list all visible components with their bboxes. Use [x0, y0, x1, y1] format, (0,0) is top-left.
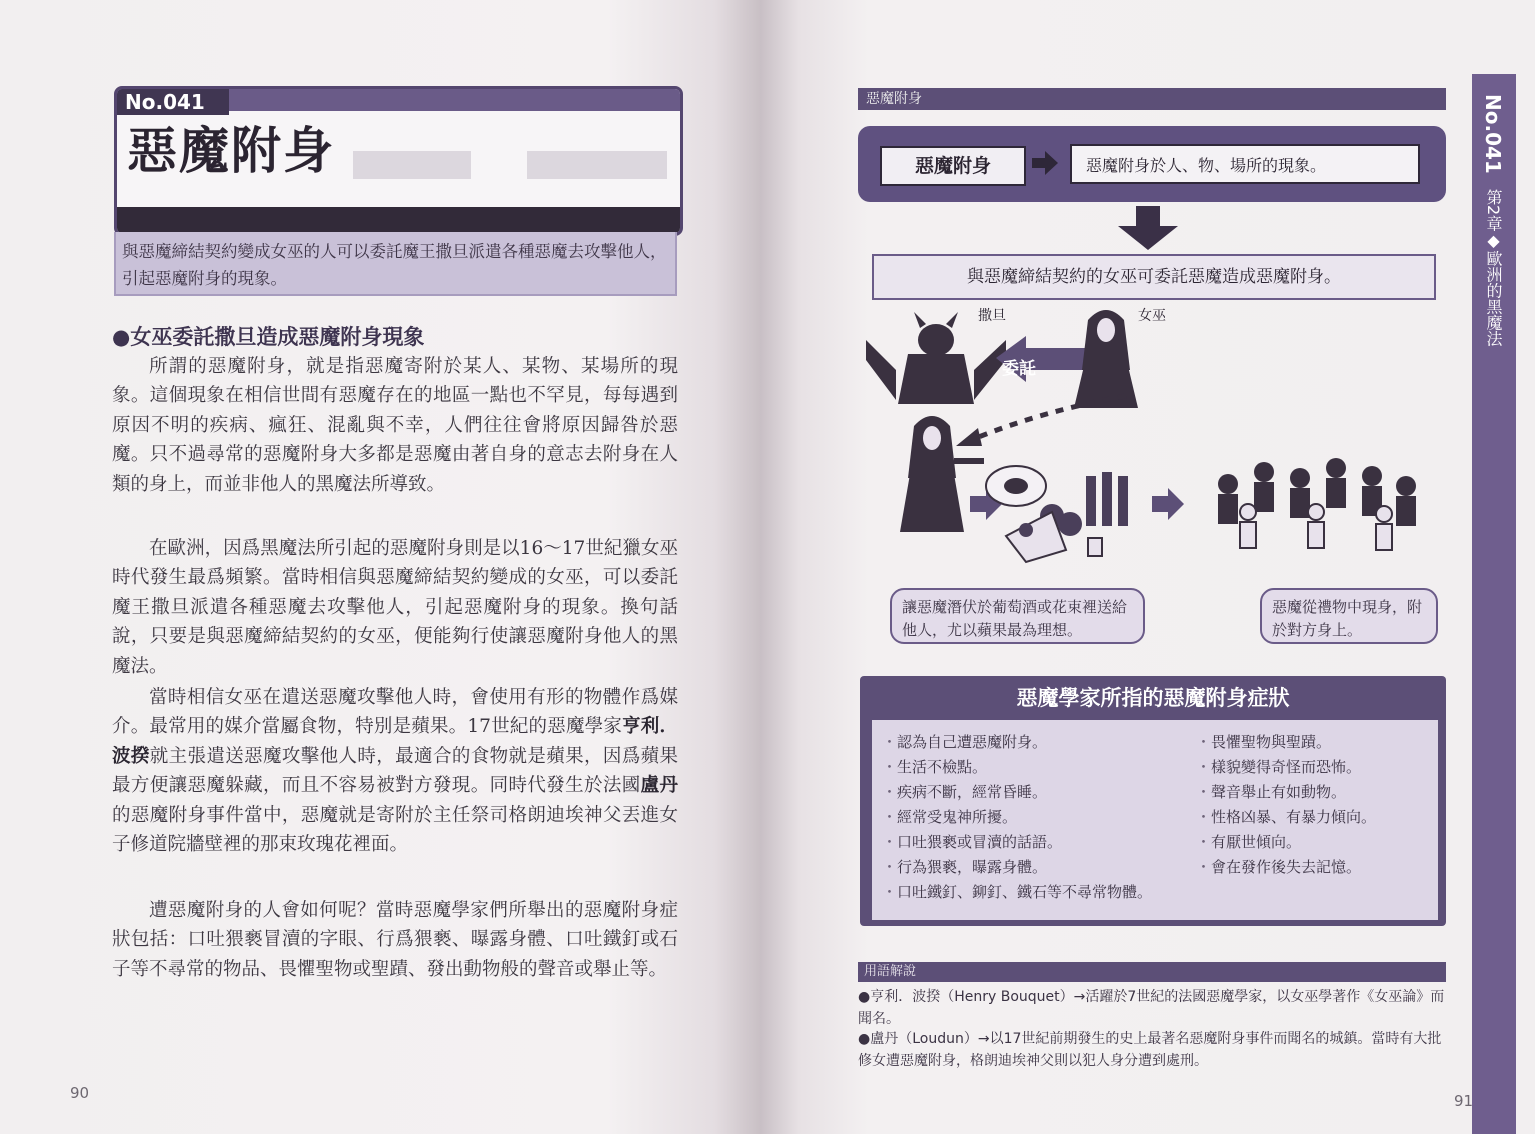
- label-entrust: 委託: [1002, 359, 1036, 379]
- body-paragraph: 在歐洲，因爲黑魔法所引起的惡魔附身則是以16～17世紀獵女巫時代發生最爲頻繁。當時相信與惡魔締結契約變成的女巫，可以委託魔王撒旦派遣各種惡魔去攻擊他人，引起惡魔附身的現象。換句話說，只要是與惡魔締結契約的女巫，便能夠行使讓惡魔附身他人的黑魔法。: [112, 538, 678, 677]
- symptom-item: ・ 畏懼聖物與聖蹟。: [1196, 730, 1376, 755]
- demon-crowd: [1218, 458, 1416, 550]
- right-arrow-icon: [1152, 488, 1184, 520]
- symptom-item: ・ 樣貌變得奇怪而恐怖。: [1196, 755, 1376, 780]
- gift-items: [986, 466, 1128, 562]
- page-number: 91: [1454, 1092, 1474, 1110]
- chapter-side-tab: [1472, 74, 1516, 1134]
- symptoms-list-left: [882, 730, 1152, 905]
- page-title: 惡魔附身: [127, 122, 335, 180]
- symptom-item: ・ 生活不檢點。: [882, 755, 1152, 780]
- side-tab-number: No.041: [1481, 94, 1505, 174]
- symptoms-title: 惡魔學家所指的惡魔附身症狀: [1016, 686, 1290, 710]
- callout-manifest: 惡魔從禮物中現身，附於對方身上。: [1260, 588, 1438, 644]
- body-paragraph: 遭惡魔附身的人會如何呢？當時惡魔學家們所舉出的惡魔附身症狀包括：口吐猥褻冒瀆的字眼、行爲猥褻、曝露身體、口吐鐵釘或石子等不尋常的物品、畏懼聖物或聖蹟、發出動物般的聲音或舉止等。: [112, 900, 678, 980]
- page-number: 90: [70, 1084, 90, 1102]
- body-paragraph: 當時相信女巫在遣送惡魔攻擊他人時，會使用有形的物體作爲媒介。最常用的媒介當屬食物，特別是蘋果。17世紀的惡魔學家亨利．波揆就主張遣送惡魔攻擊他人時，最適合的食物就是蘋果，因爲蘋果最方便讓惡魔躲藏，而且不容易被對方發現。同時代發生於法國盧丹的惡魔附身事件當中，惡魔就是寄附於主任祭司格朗迪埃神父丟進女子修道院牆壁裡的那束玫瑰花裡面。: [112, 687, 678, 856]
- callout-gifts: 讓惡魔潛伏於葡萄酒或花束裡送給他人，尤以蘋果最為理想。: [890, 588, 1145, 644]
- faded-tag: [527, 151, 667, 179]
- down-arrow-icon: [1118, 206, 1178, 250]
- entry-title-box: [114, 86, 683, 236]
- glossary-header: 用語解說: [858, 962, 1446, 982]
- glossary-item-henry-bouquet: ●亨利．波揆（Henry Bouquet）→活躍於7世紀的法國惡魔學家，以女巫學著作《女巫論》而聞名。: [858, 989, 1445, 1027]
- body-paragraph: 所謂的惡魔附身，就是指惡魔寄附於某人、某物、某場所的現象。這個現象在相信世間有惡魔存在的地區一點也不罕見，每每遇到原因不明的疾病、瘋狂、混亂與不幸，人們往往會將原因歸咎於惡魔。只不過尋常的惡魔附身大多都是惡魔由著自身的意志去附身在人類的身上，而並非他人的黑魔法所導致。: [112, 356, 678, 495]
- faded-tag: [353, 151, 471, 179]
- definition-term: 惡魔附身: [880, 146, 1026, 186]
- symptom-item: ・ 口吐猥褻或冒瀆的話語。: [882, 830, 1152, 855]
- definition-text: 惡魔附身於人、物、場所的現象。: [1070, 144, 1420, 184]
- term-henry-bouquet: 亨利．波揆: [112, 716, 678, 767]
- symptom-item: ・ 口吐鐵釘、鉚釘、鐵石等不尋常物體。: [882, 880, 1152, 905]
- label-witch: 女巫: [1138, 308, 1166, 324]
- side-tab-chapter: 第2章◆歐洲的黑魔法: [1484, 189, 1503, 347]
- possession-illustration: [856, 300, 1448, 592]
- symptom-item: ・ 會在發作後失去記憶。: [1196, 855, 1376, 880]
- symptom-item: ・ 認為自己遭惡魔附身。: [882, 730, 1152, 755]
- section-heading: ●女巫委託撒旦造成惡魔附身現象: [112, 325, 425, 349]
- term-loudun: 盧丹: [640, 775, 678, 797]
- right-page: [760, 0, 1535, 1134]
- entry-summary: 與惡魔締結契約變成女巫的人可以委託魔王撒旦派遣各種惡魔去攻擊他人，引起惡魔附身的現象。: [114, 232, 677, 296]
- right-arrow-icon: [1032, 150, 1058, 176]
- symptom-item: ・ 性格凶暴、有暴力傾向。: [1196, 805, 1376, 830]
- glossary-item-loudun: ●盧丹（Loudun）→以17世紀前期發生的史上最著名惡魔附身事件而聞名的城鎮。當時有大批修女遭惡魔附身，格朗迪埃神父則以犯人身分遭到處刑。: [858, 1031, 1442, 1069]
- symptom-item: ・ 行為猥褻，曝露身體。: [882, 855, 1152, 880]
- satan-figure: [866, 312, 1006, 404]
- symptom-item: ・ 聲音舉止有如動物。: [1196, 780, 1376, 805]
- symptoms-list-right: [1196, 730, 1376, 880]
- symptom-item: ・ 疾病不斷，經常昏睡。: [882, 780, 1152, 805]
- entry-number: No.041: [117, 89, 229, 115]
- left-page: [0, 0, 760, 1134]
- symptom-item: ・ 有厭世傾向。: [1196, 830, 1376, 855]
- label-satan: 撒旦: [978, 308, 1006, 324]
- witch-figure: [1074, 310, 1138, 408]
- page-header: 惡魔附身: [858, 88, 1446, 110]
- symptom-item: ・ 經常受鬼神所擾。: [882, 805, 1152, 830]
- flow-summary: 與惡魔締結契約的女巫可委託惡魔造成惡魔附身。: [872, 254, 1436, 300]
